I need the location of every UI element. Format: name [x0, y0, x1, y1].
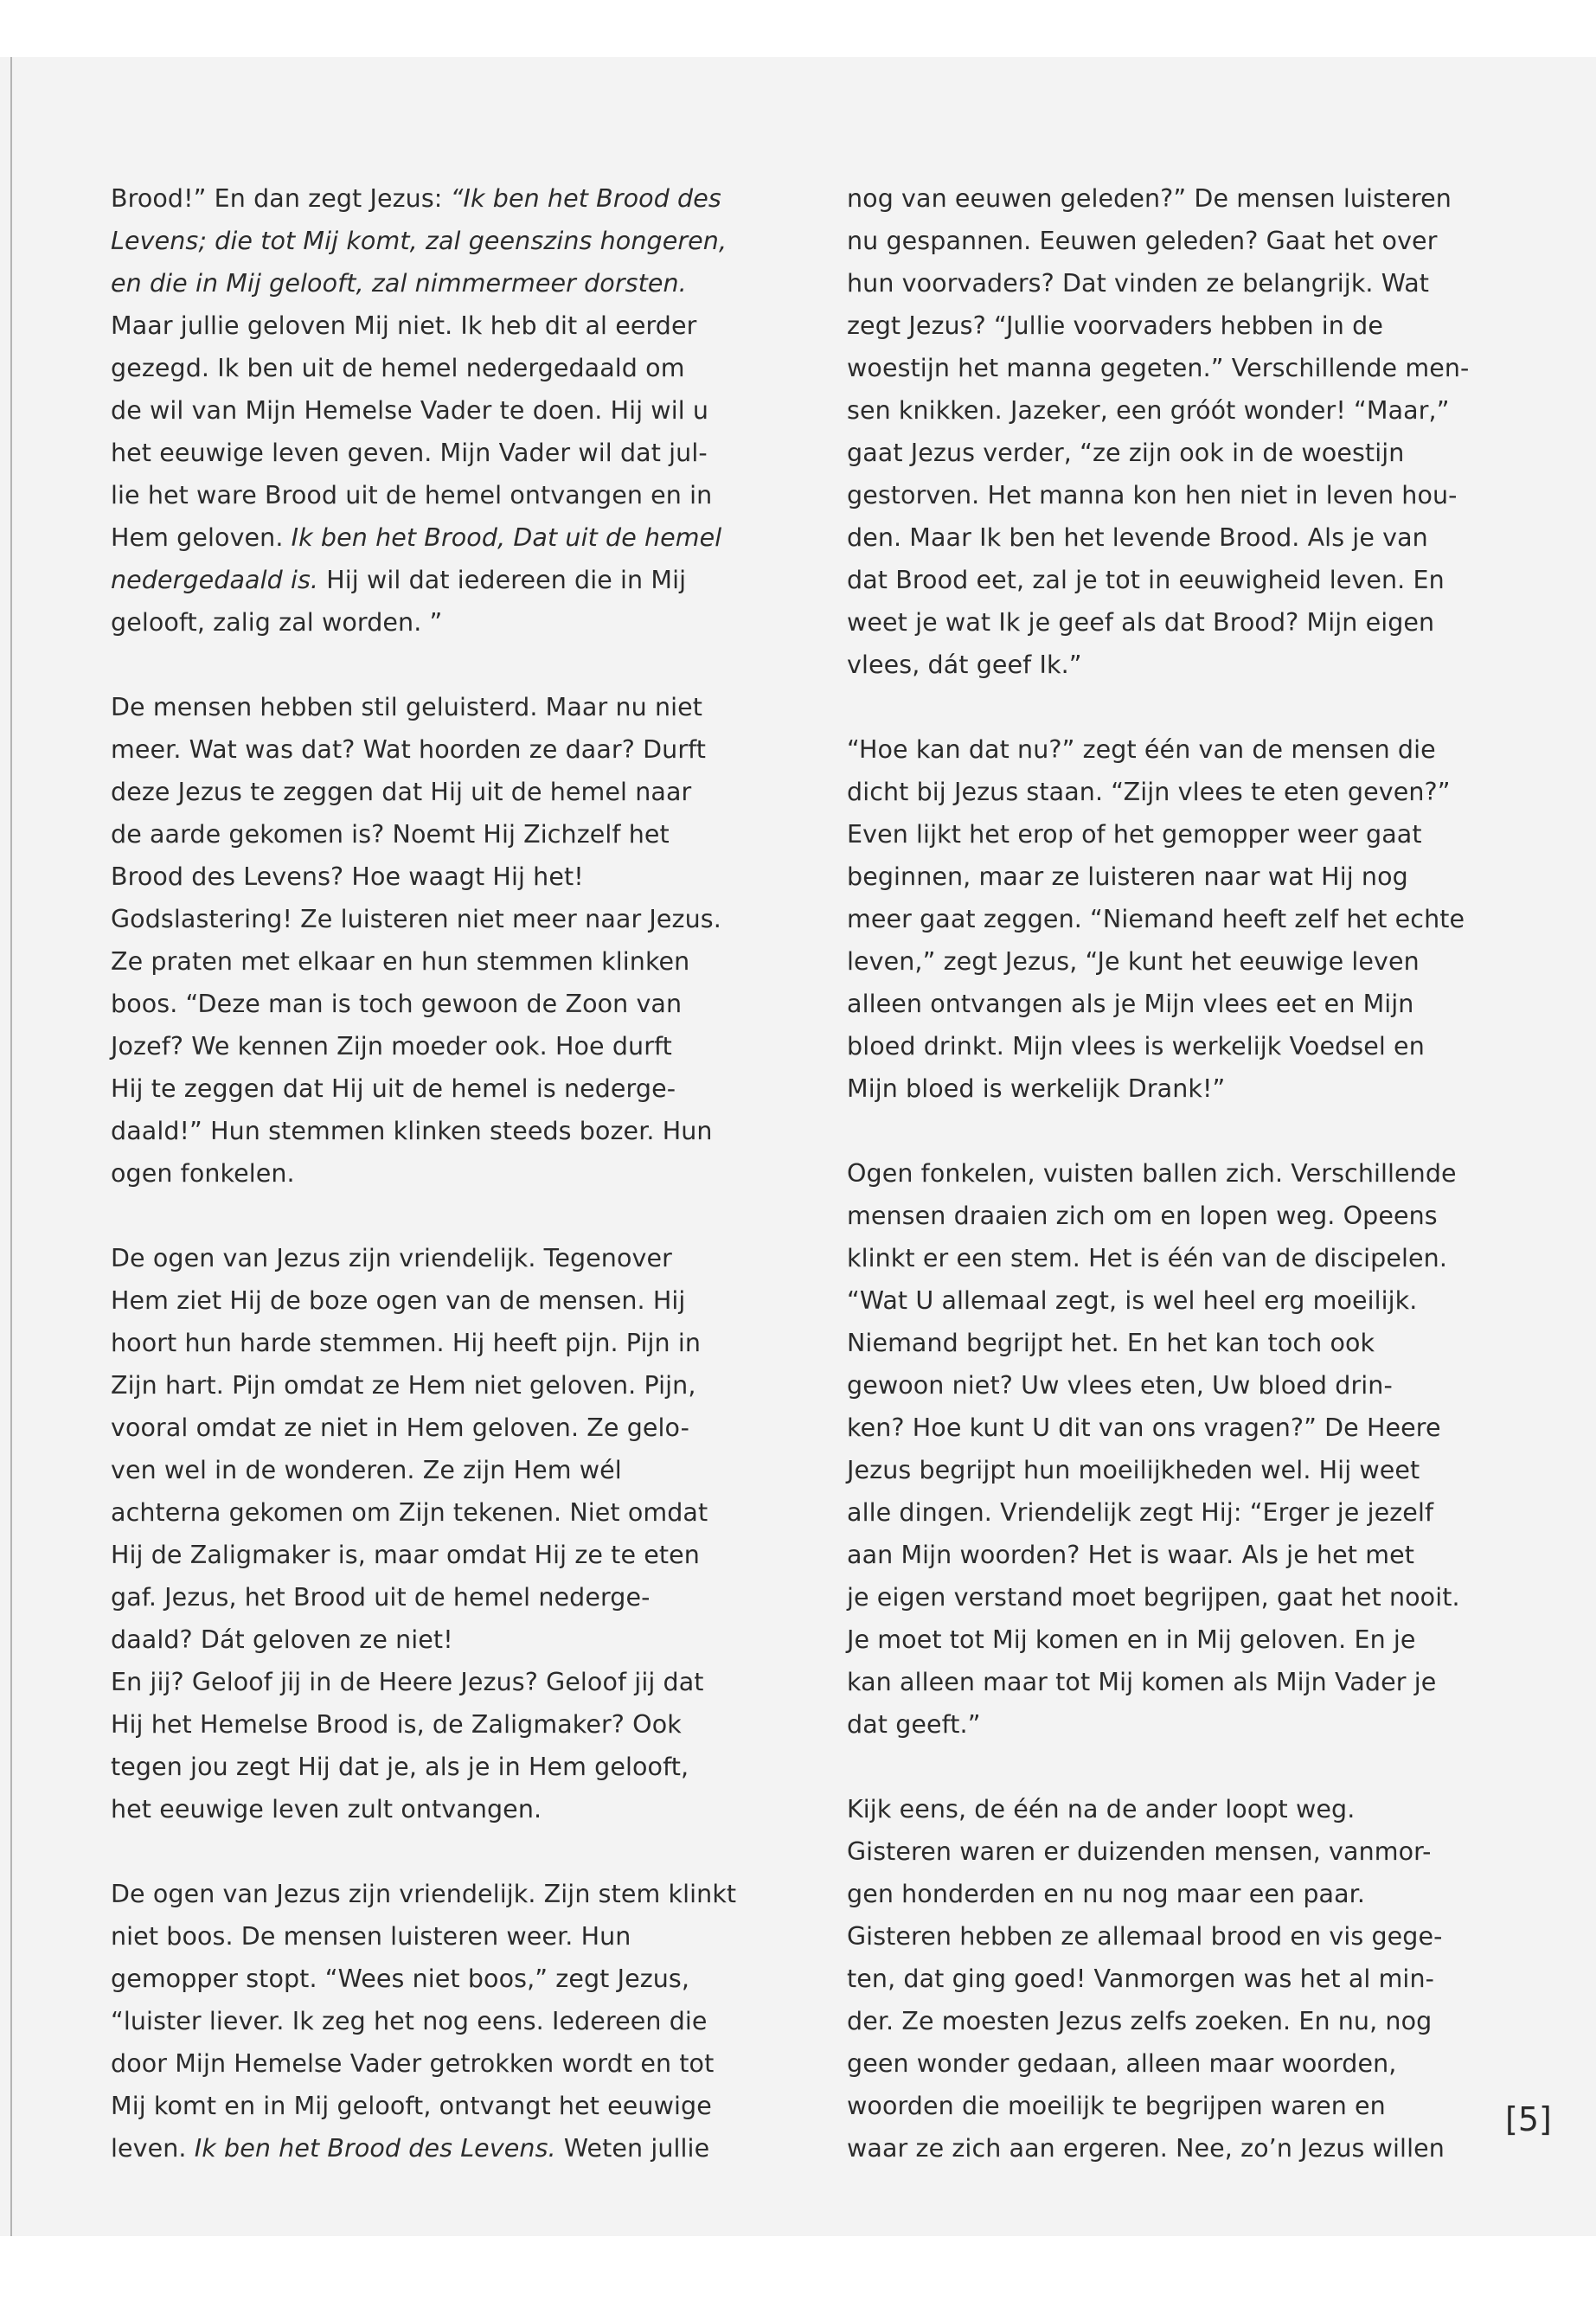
text-line: De ogen van Jezus zijn vriendelijk. Zijn stem klinkt [111, 1880, 737, 1908]
text-line: “Wat U allemaal zegt, is wel heel erg moeilijk. [847, 1286, 1418, 1315]
text-line: meer. Wat was dat? Wat hoorden ze daar? Durft [111, 735, 707, 764]
page-number: [5] [1505, 2100, 1552, 2138]
text-line: “Hoe kan dat nu?” zegt één van de mensen die [847, 735, 1436, 764]
text-line: kan alleen maar tot Mij komen als Mijn Vader je [847, 1668, 1437, 1696]
text-line: nog van eeuwen geleden?” De mensen luisteren [847, 184, 1452, 213]
text-run: Weten jullie [555, 2134, 710, 2163]
text-line: Even lijkt het erop of het gemopper weer gaat [847, 820, 1422, 849]
text-line: het eeuwige leven geven. Mijn Vader wil dat jul- [111, 439, 708, 467]
text-line: Niemand begrijpt het. En het kan toch ook [847, 1329, 1375, 1357]
text-line: daald? Dát geloven ze niet! [111, 1625, 453, 1654]
text-line: Ze praten met elkaar en hun stemmen klinken [111, 947, 690, 976]
text-line: de wil van Mijn Hemelse Vader te doen. Hij wil u [111, 396, 709, 425]
text-line: meer gaat zeggen. “Niemand heeft zelf het echte [847, 905, 1465, 933]
text-line: tegen jou zegt Hij dat je, als je in Hem gelooft, [111, 1753, 689, 1781]
text-line: dat geeft.” [847, 1710, 981, 1739]
text-line: vlees, dát geef Ik.” [847, 651, 1082, 679]
left-paragraph-3 [111, 1237, 751, 1830]
text-run: Hem geloven. [111, 523, 292, 552]
text-line: waar ze zich aan ergeren. Nee, zo’n Jezus willen [847, 2134, 1445, 2163]
text-line: woorden die moeilijk te begrijpen waren en [847, 2092, 1386, 2120]
text-line: en die in Mij gelooft, zal nimmermeer dorsten. [111, 269, 687, 298]
left-text-column [111, 177, 751, 2170]
text-line: Je moet tot Mij komen en in Mij geloven. En je [847, 1625, 1416, 1654]
text-line: Ogen fonkelen, vuisten ballen zich. Verschillende [847, 1159, 1457, 1188]
text-line: Gisteren waren er duizenden mensen, vanmor- [847, 1837, 1432, 1866]
text-line [111, 2127, 751, 2170]
text-line: weet je wat Ik je geef als dat Brood? Mijn eigen [847, 608, 1435, 637]
text-line: nu gespannen. Eeuwen geleden? Gaat het over [847, 227, 1438, 255]
text-line: ogen fonkelen. [111, 1159, 295, 1188]
text-line: Gisteren hebben ze allemaal brood en vis gege- [847, 1922, 1443, 1951]
text-line: “luister liever. Ik zeg het nog eens. Iedereen die [111, 2007, 708, 2035]
text-line: Godslastering! Ze luisteren niet meer naar Jezus. [111, 905, 721, 933]
text-line: alleen ontvangen als je Mijn vlees eet en Mijn [847, 990, 1414, 1018]
text-run: Hij wil dat iedereen die in Mij [318, 566, 687, 594]
text-line: Hij de Zaligmaker is, maar omdat Hij ze te eten [111, 1541, 700, 1569]
text-line: mensen draaien zich om en lopen weg. Opeens [847, 1202, 1438, 1230]
text-line: hoort hun harde stemmen. Hij heeft pijn. Pijn in [111, 1329, 701, 1357]
text-line: niet boos. De mensen luisteren weer. Hun [111, 1922, 631, 1951]
text-line: Mijn bloed is werkelijk Drank!” [847, 1074, 1226, 1103]
text-line: Maar jullie geloven Mij niet. Ik heb dit al eerder [111, 311, 697, 340]
text-line: gaat Jezus verder, “ze zijn ook in de woestijn [847, 439, 1405, 467]
text-line: geen wonder gedaan, alleen maar woorden, [847, 2049, 1397, 2078]
text-line: der. Ze moesten Jezus zelfs zoeken. En nu, nog [847, 2007, 1433, 2035]
text-line: boos. “Deze man is toch gewoon de Zoon van [111, 990, 683, 1018]
italic-run: “Ik ben het Brood des [450, 184, 721, 213]
italic-run: Ik ben het Brood, Dat uit de hemel [291, 523, 722, 552]
scan-bottom-margin [0, 2236, 1596, 2301]
text-line [111, 559, 751, 601]
text-line: zegt Jezus? “Jullie voorvaders hebben in de [847, 311, 1383, 340]
text-line: De mensen hebben stil geluisterd. Maar nu niet [111, 693, 703, 721]
text-line: gaf. Jezus, het Brood uit de hemel nederge- [111, 1583, 651, 1612]
text-line: Hij te zeggen dat Hij uit de hemel is nederge- [111, 1074, 676, 1103]
text-line: daald!” Hun stemmen klinken steeds bozer. Hun [111, 1117, 713, 1145]
right-paragraph-2 [847, 728, 1474, 1110]
text-line: ven wel in de wonderen. Ze zijn Hem wél [111, 1456, 622, 1484]
text-line: Mij komt en in Mij gelooft, ontvangt het eeuwige [111, 2092, 712, 2120]
text-line: gewoon niet? Uw vlees eten, Uw bloed drin- [847, 1371, 1393, 1400]
text-line [111, 177, 751, 220]
text-line: leven,” zegt Jezus, “Je kunt het eeuwige leven [847, 947, 1420, 976]
text-line: De ogen van Jezus zijn vriendelijk. Tegenover [111, 1244, 672, 1272]
text-line: dat Brood eet, zal je tot in eeuwigheid leven. En [847, 566, 1445, 594]
text-run: Brood!” En dan zegt Jezus: [111, 184, 451, 213]
left-paragraph-2 [111, 686, 751, 1195]
right-paragraph-4 [847, 1788, 1474, 2170]
text-line: En jij? Geloof jij in de Heere Jezus? Geloof jij dat [111, 1668, 704, 1696]
text-line: ken? Hoe kunt U dit van ons vragen?” De Heere [847, 1413, 1441, 1442]
text-line: gemopper stopt. “Wees niet boos,” zegt Jezus, [111, 1965, 690, 1993]
right-paragraph-1 [847, 177, 1474, 686]
text-line: aan Mijn woorden? Het is waar. Als je het met [847, 1541, 1414, 1569]
text-line: gen honderden en nu nog maar een paar. [847, 1880, 1366, 1908]
text-line: woestijn het manna gegeten.” Verschillende men- [847, 354, 1470, 382]
right-text-column [847, 177, 1474, 2170]
text-line: lie het ware Brood uit de hemel ontvangen en in [111, 481, 713, 510]
italic-run: Ik ben het Brood des Levens. [194, 2134, 556, 2163]
text-line: hun voorvaders? Dat vinden ze belangrijk. Wat [847, 269, 1430, 298]
text-line: deze Jezus te zeggen dat Hij uit de hemel naar [111, 778, 692, 806]
text-line: den. Maar Ik ben het levende Brood. Als je van [847, 523, 1428, 552]
text-line: bloed drinkt. Mijn vlees is werkelijk Voedsel en [847, 1032, 1425, 1061]
text-line: vooral omdat ze niet in Hem geloven. Ze gelo- [111, 1413, 689, 1442]
text-line: Hij het Hemelse Brood is, de Zaligmaker? Ook [111, 1710, 682, 1739]
text-line: door Mijn Hemelse Vader getrokken wordt en tot [111, 2049, 715, 2078]
text-line: Jozef? We kennen Zijn moeder ook. Hoe durft [111, 1032, 672, 1061]
text-line: klinkt er een stem. Het is één van de discipelen. [847, 1244, 1447, 1272]
scan-top-margin [0, 0, 1596, 57]
right-paragraph-3 [847, 1152, 1474, 1746]
text-line: dicht bij Jezus staan. “Zijn vlees te eten geven?” [847, 778, 1451, 806]
text-line: sen knikken. Jazeker, een gróót wonder! “Maar,” [847, 396, 1450, 425]
left-paragraph-1 [111, 177, 751, 644]
text-run: leven. [111, 2134, 195, 2163]
text-line: gestorven. Het manna kon hen niet in leven hou- [847, 481, 1458, 510]
text-line: gelooft, zalig zal worden. ” [111, 608, 443, 637]
text-line: het eeuwige leven zult ontvangen. [111, 1795, 542, 1823]
text-line: Jezus begrijpt hun moeilijkheden wel. Hij weet [847, 1456, 1420, 1484]
text-line: gezegd. Ik ben uit de hemel nedergedaald om [111, 354, 685, 382]
text-line: achterna gekomen om Zijn tekenen. Niet omdat [111, 1498, 708, 1527]
text-line: alle dingen. Vriendelijk zegt Hij: “Erger je jezelf [847, 1498, 1434, 1527]
left-paragraph-4 [111, 1873, 751, 2170]
text-line [111, 516, 751, 559]
italic-run: nedergedaald is. [111, 566, 319, 594]
text-line: Levens; die tot Mij komt, zal geenszins hongeren, [111, 227, 727, 255]
text-line: Kijk eens, de één na de ander loopt weg. [847, 1795, 1356, 1823]
text-line: je eigen verstand moet begrijpen, gaat het nooit. [847, 1583, 1460, 1612]
text-line: ten, dat ging goed! Vanmorgen was het al min- [847, 1965, 1434, 1993]
text-line: beginnen, maar ze luisteren naar wat Hij nog [847, 862, 1408, 891]
text-line: Zijn hart. Pijn omdat ze Hem niet geloven. Pijn, [111, 1371, 696, 1400]
page-binding-edge [10, 57, 12, 2236]
text-line: de aarde gekomen is? Noemt Hij Zichzelf het [111, 820, 670, 849]
text-line: Hem ziet Hij de boze ogen van de mensen. Hij [111, 1286, 686, 1315]
text-line: Brood des Levens? Hoe waagt Hij het! [111, 862, 584, 891]
